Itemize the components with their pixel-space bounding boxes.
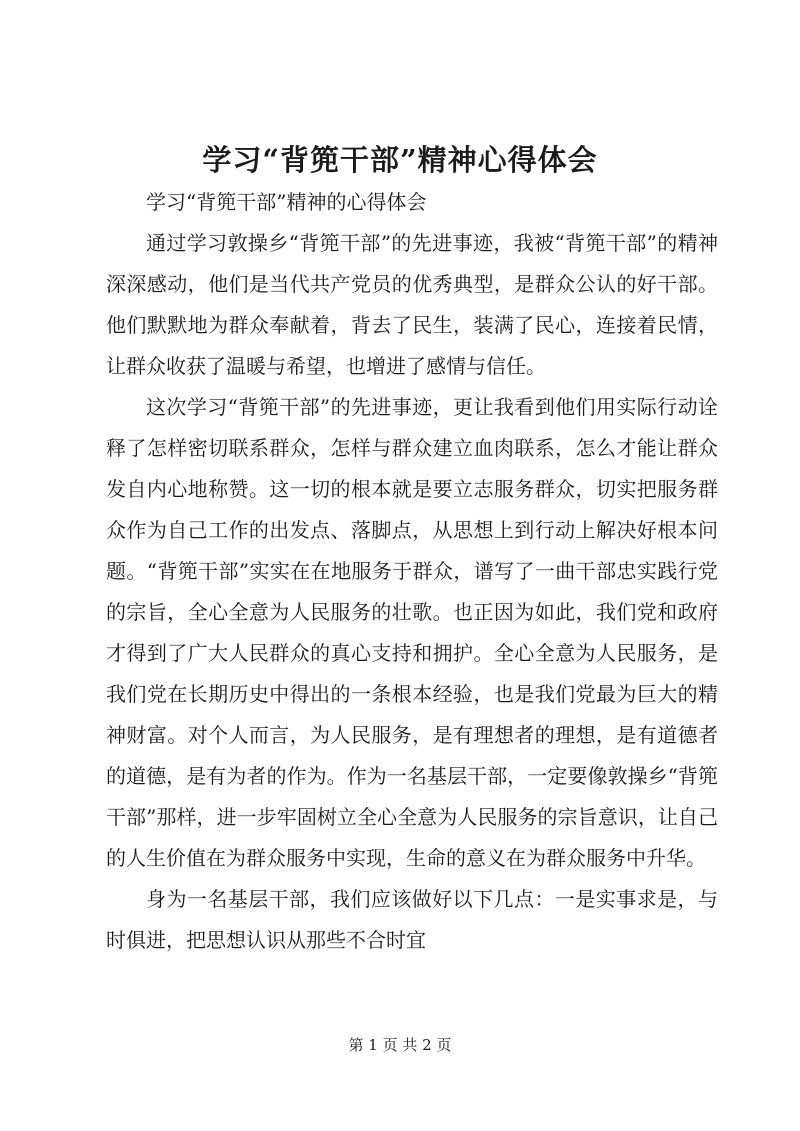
body-paragraph: 通过学习敦操乡“背篼干部”的先进事迹，我被“背篼干部”的精神深深感动，他们是当代共产党员的优秀典型，是群众公认的好干部。他们默默地为群众奉献着，背去了民生，装满了民心，连接着民情，让群众收获了温暖与希望，也增进了感情与信任。 bbox=[106, 231, 718, 378]
subtitle-paragraph: 学习“背篼干部”精神的心得体会 bbox=[146, 190, 427, 214]
body-paragraph: 身为一名基层干部，我们应该做好以下几点：一是实事求是，与时俱进，把思想认识从那些不合时宜 bbox=[106, 887, 718, 952]
page-number-footer: 第 1 页 共 2 页 bbox=[348, 1036, 452, 1054]
document-title: 学习“背篼干部”精神心得体会 bbox=[202, 143, 598, 177]
document-body bbox=[106, 182, 718, 961]
body-paragraph: 这次学习“背篼干部”的先进事迹，更让我看到他们用实际行动诠释了怎样密切联系群众，怎样与群众建立血肉联系，怎么才能让群众发自内心地称赞。这一切的根本就是要立志服务群众，切实把服务群众作为自己工作的出发点、落脚点，从思想上到行动上解决好根本问题。“背篼干部”实实在在地服务于群众，谱写了一曲干部忠实践行党的宗旨，全心全意为人民服务的壮歌。也正因为如此，我们党和政府才得到了广大人民群众的真心支持和拥护。全心全意为人民服务，是我们党在长期历史中得出的一条根本经验，也是我们党最为巨大的精神财富。对个人而言，为人民服务，是有理想者的理想，是有道德者的道德，是有为者的作为。作为一名基层干部，一定要像敦操乡“背篼干部”那样，进一步牢固树立全心全意为人民服务的宗旨意识，让自己的人生价值在为群众服务中实现，生命的意义在为群众服务中升华。 bbox=[106, 395, 718, 870]
